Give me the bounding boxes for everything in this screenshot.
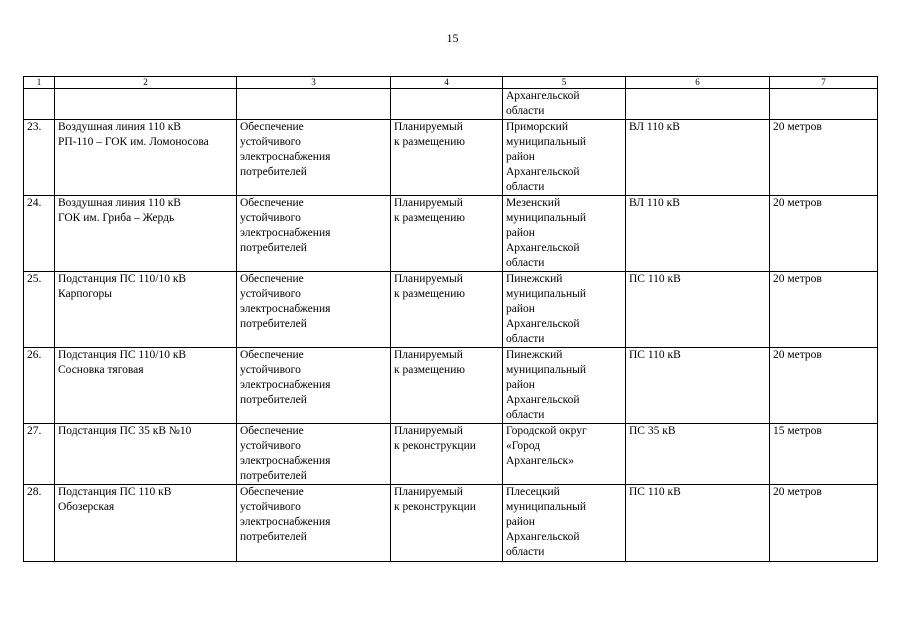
text-line: Пинежский <box>506 273 563 285</box>
text-line: потребителей <box>240 470 307 482</box>
text-line: потребителей <box>240 166 307 178</box>
text-line: муниципальный <box>506 501 587 513</box>
cell-zone <box>770 89 878 120</box>
text-line: Подстанция ПС 35 кВ №10 <box>58 425 192 437</box>
column-header: 2 <box>55 77 237 89</box>
text-line: Подстанция ПС 110 кВ <box>58 486 172 498</box>
text-line: к реконструкции <box>394 501 476 513</box>
text-line: район <box>506 151 535 163</box>
text-line: Архангельской <box>506 242 580 254</box>
cell-status <box>391 120 503 196</box>
cell-zone: 20 метров <box>770 485 878 562</box>
cell-purpose <box>237 424 391 485</box>
text-line: электроснабжения <box>240 516 331 528</box>
text-line: Воздушная линия 110 кВ <box>58 197 181 209</box>
cell-name <box>55 120 237 196</box>
text-line: Обеспечение <box>240 486 304 498</box>
table-row <box>24 348 878 424</box>
text-line: ГОК им. Гриба – Жердь <box>58 212 175 224</box>
text-line: Архангельской <box>506 531 580 543</box>
text-line: Мезенский <box>506 197 561 209</box>
text-line: области <box>506 546 545 558</box>
cell-name <box>55 272 237 348</box>
cell-zone: 20 метров <box>770 196 878 272</box>
cell-zone: 20 метров <box>770 120 878 196</box>
text-line: потребителей <box>240 394 307 406</box>
cell-num: 28. <box>24 485 55 562</box>
text-line: Обеспечение <box>240 425 304 437</box>
cell-status <box>391 348 503 424</box>
text-line: Планируемый <box>394 486 463 498</box>
table-row <box>24 196 878 272</box>
text-line: устойчивого <box>240 288 301 300</box>
text-line: Приморский <box>506 121 568 133</box>
text-line: потребителей <box>240 242 307 254</box>
text-line: к размещению <box>394 288 465 300</box>
text-line: Архангельск» <box>506 455 575 467</box>
text-line: район <box>506 303 535 315</box>
text-line: области <box>506 409 545 421</box>
text-line: Планируемый <box>394 273 463 285</box>
column-number-row <box>24 77 878 89</box>
table-row <box>24 120 878 196</box>
text-line: Воздушная линия 110 кВ <box>58 121 181 133</box>
text-line: Пинежский <box>506 349 563 361</box>
text-line: области <box>506 333 545 345</box>
cell-status <box>391 485 503 562</box>
cell-purpose <box>237 485 391 562</box>
text-line: устойчивого <box>240 212 301 224</box>
cell-type: ПС 110 кВ <box>626 485 770 562</box>
text-line: Архангельской <box>506 90 580 102</box>
cell-purpose <box>237 196 391 272</box>
text-line: муниципальный <box>506 212 587 224</box>
cell-name <box>55 89 237 120</box>
column-header: 7 <box>770 77 878 89</box>
text-line: электроснабжения <box>240 303 331 315</box>
cell-zone: 20 метров <box>770 348 878 424</box>
cell-type: ВЛ 110 кВ <box>626 196 770 272</box>
cell-status <box>391 196 503 272</box>
text-line: муниципальный <box>506 288 587 300</box>
text-line: район <box>506 379 535 391</box>
text-line: РП-110 – ГОК им. Ломоносова <box>58 136 209 148</box>
table-row <box>24 424 878 485</box>
cell-location <box>503 424 626 485</box>
column-header: 6 <box>626 77 770 89</box>
cell-zone: 20 метров <box>770 272 878 348</box>
cell-name <box>55 424 237 485</box>
text-line: устойчивого <box>240 364 301 376</box>
cell-num: 23. <box>24 120 55 196</box>
text-line: Архангельской <box>506 166 580 178</box>
text-line: к размещению <box>394 136 465 148</box>
column-header: 5 <box>503 77 626 89</box>
text-line: Сосновка тяговая <box>58 364 144 376</box>
text-line: «Город <box>506 440 541 452</box>
cell-location <box>503 89 626 120</box>
cell-type: ПС 110 кВ <box>626 272 770 348</box>
cell-purpose <box>237 348 391 424</box>
text-line: Подстанция ПС 110/10 кВ <box>58 349 187 361</box>
text-line: потребителей <box>240 531 307 543</box>
table-row <box>24 485 878 562</box>
cell-location <box>503 348 626 424</box>
text-line: потребителей <box>240 318 307 330</box>
cell-name <box>55 348 237 424</box>
text-line: Обеспечение <box>240 197 304 209</box>
cell-type: ПС 35 кВ <box>626 424 770 485</box>
text-line: Планируемый <box>394 425 463 437</box>
cell-num <box>24 89 55 120</box>
cell-status <box>391 89 503 120</box>
objects-table <box>23 76 878 562</box>
text-line: Обозерская <box>58 501 115 513</box>
cell-status <box>391 272 503 348</box>
text-line: электроснабжения <box>240 151 331 163</box>
cell-name <box>55 196 237 272</box>
text-line: области <box>506 181 545 193</box>
text-line: муниципальный <box>506 136 587 148</box>
text-line: Городской округ <box>506 425 587 437</box>
cell-num: 25. <box>24 272 55 348</box>
column-header: 4 <box>391 77 503 89</box>
cell-location <box>503 120 626 196</box>
cell-status <box>391 424 503 485</box>
text-line: Обеспечение <box>240 349 304 361</box>
cell-type: ПС 110 кВ <box>626 348 770 424</box>
text-line: области <box>506 257 545 269</box>
cell-location <box>503 272 626 348</box>
table-row <box>24 272 878 348</box>
table-row-continuation <box>24 89 878 120</box>
text-line: Планируемый <box>394 349 463 361</box>
text-line: к размещению <box>394 364 465 376</box>
cell-name <box>55 485 237 562</box>
text-line: устойчивого <box>240 440 301 452</box>
text-line: устойчивого <box>240 501 301 513</box>
column-header: 3 <box>237 77 391 89</box>
text-line: Плесецкий <box>506 486 560 498</box>
text-line: район <box>506 227 535 239</box>
text-line: Обеспечение <box>240 121 304 133</box>
text-line: район <box>506 516 535 528</box>
page-number: 15 <box>446 31 459 45</box>
text-line: Архангельской <box>506 318 580 330</box>
cell-location <box>503 196 626 272</box>
text-line: к размещению <box>394 212 465 224</box>
text-line: Планируемый <box>394 121 463 133</box>
text-line: Планируемый <box>394 197 463 209</box>
text-line: устойчивого <box>240 136 301 148</box>
cell-type <box>626 89 770 120</box>
cell-purpose <box>237 272 391 348</box>
text-line: к реконструкции <box>394 440 476 452</box>
text-line: Обеспечение <box>240 273 304 285</box>
text-line: электроснабжения <box>240 455 331 467</box>
cell-purpose <box>237 89 391 120</box>
text-line: области <box>506 105 545 117</box>
cell-num: 24. <box>24 196 55 272</box>
cell-num: 27. <box>24 424 55 485</box>
text-line: Подстанция ПС 110/10 кВ <box>58 273 187 285</box>
text-line: Архангельской <box>506 394 580 406</box>
text-line: электроснабжения <box>240 227 331 239</box>
cell-type: ВЛ 110 кВ <box>626 120 770 196</box>
cell-location <box>503 485 626 562</box>
cell-zone: 15 метров <box>770 424 878 485</box>
text-line: муниципальный <box>506 364 587 376</box>
text-line: электроснабжения <box>240 379 331 391</box>
text-line: Карпогоры <box>58 288 112 300</box>
cell-num: 26. <box>24 348 55 424</box>
column-header: 1 <box>24 77 55 89</box>
cell-purpose <box>237 120 391 196</box>
